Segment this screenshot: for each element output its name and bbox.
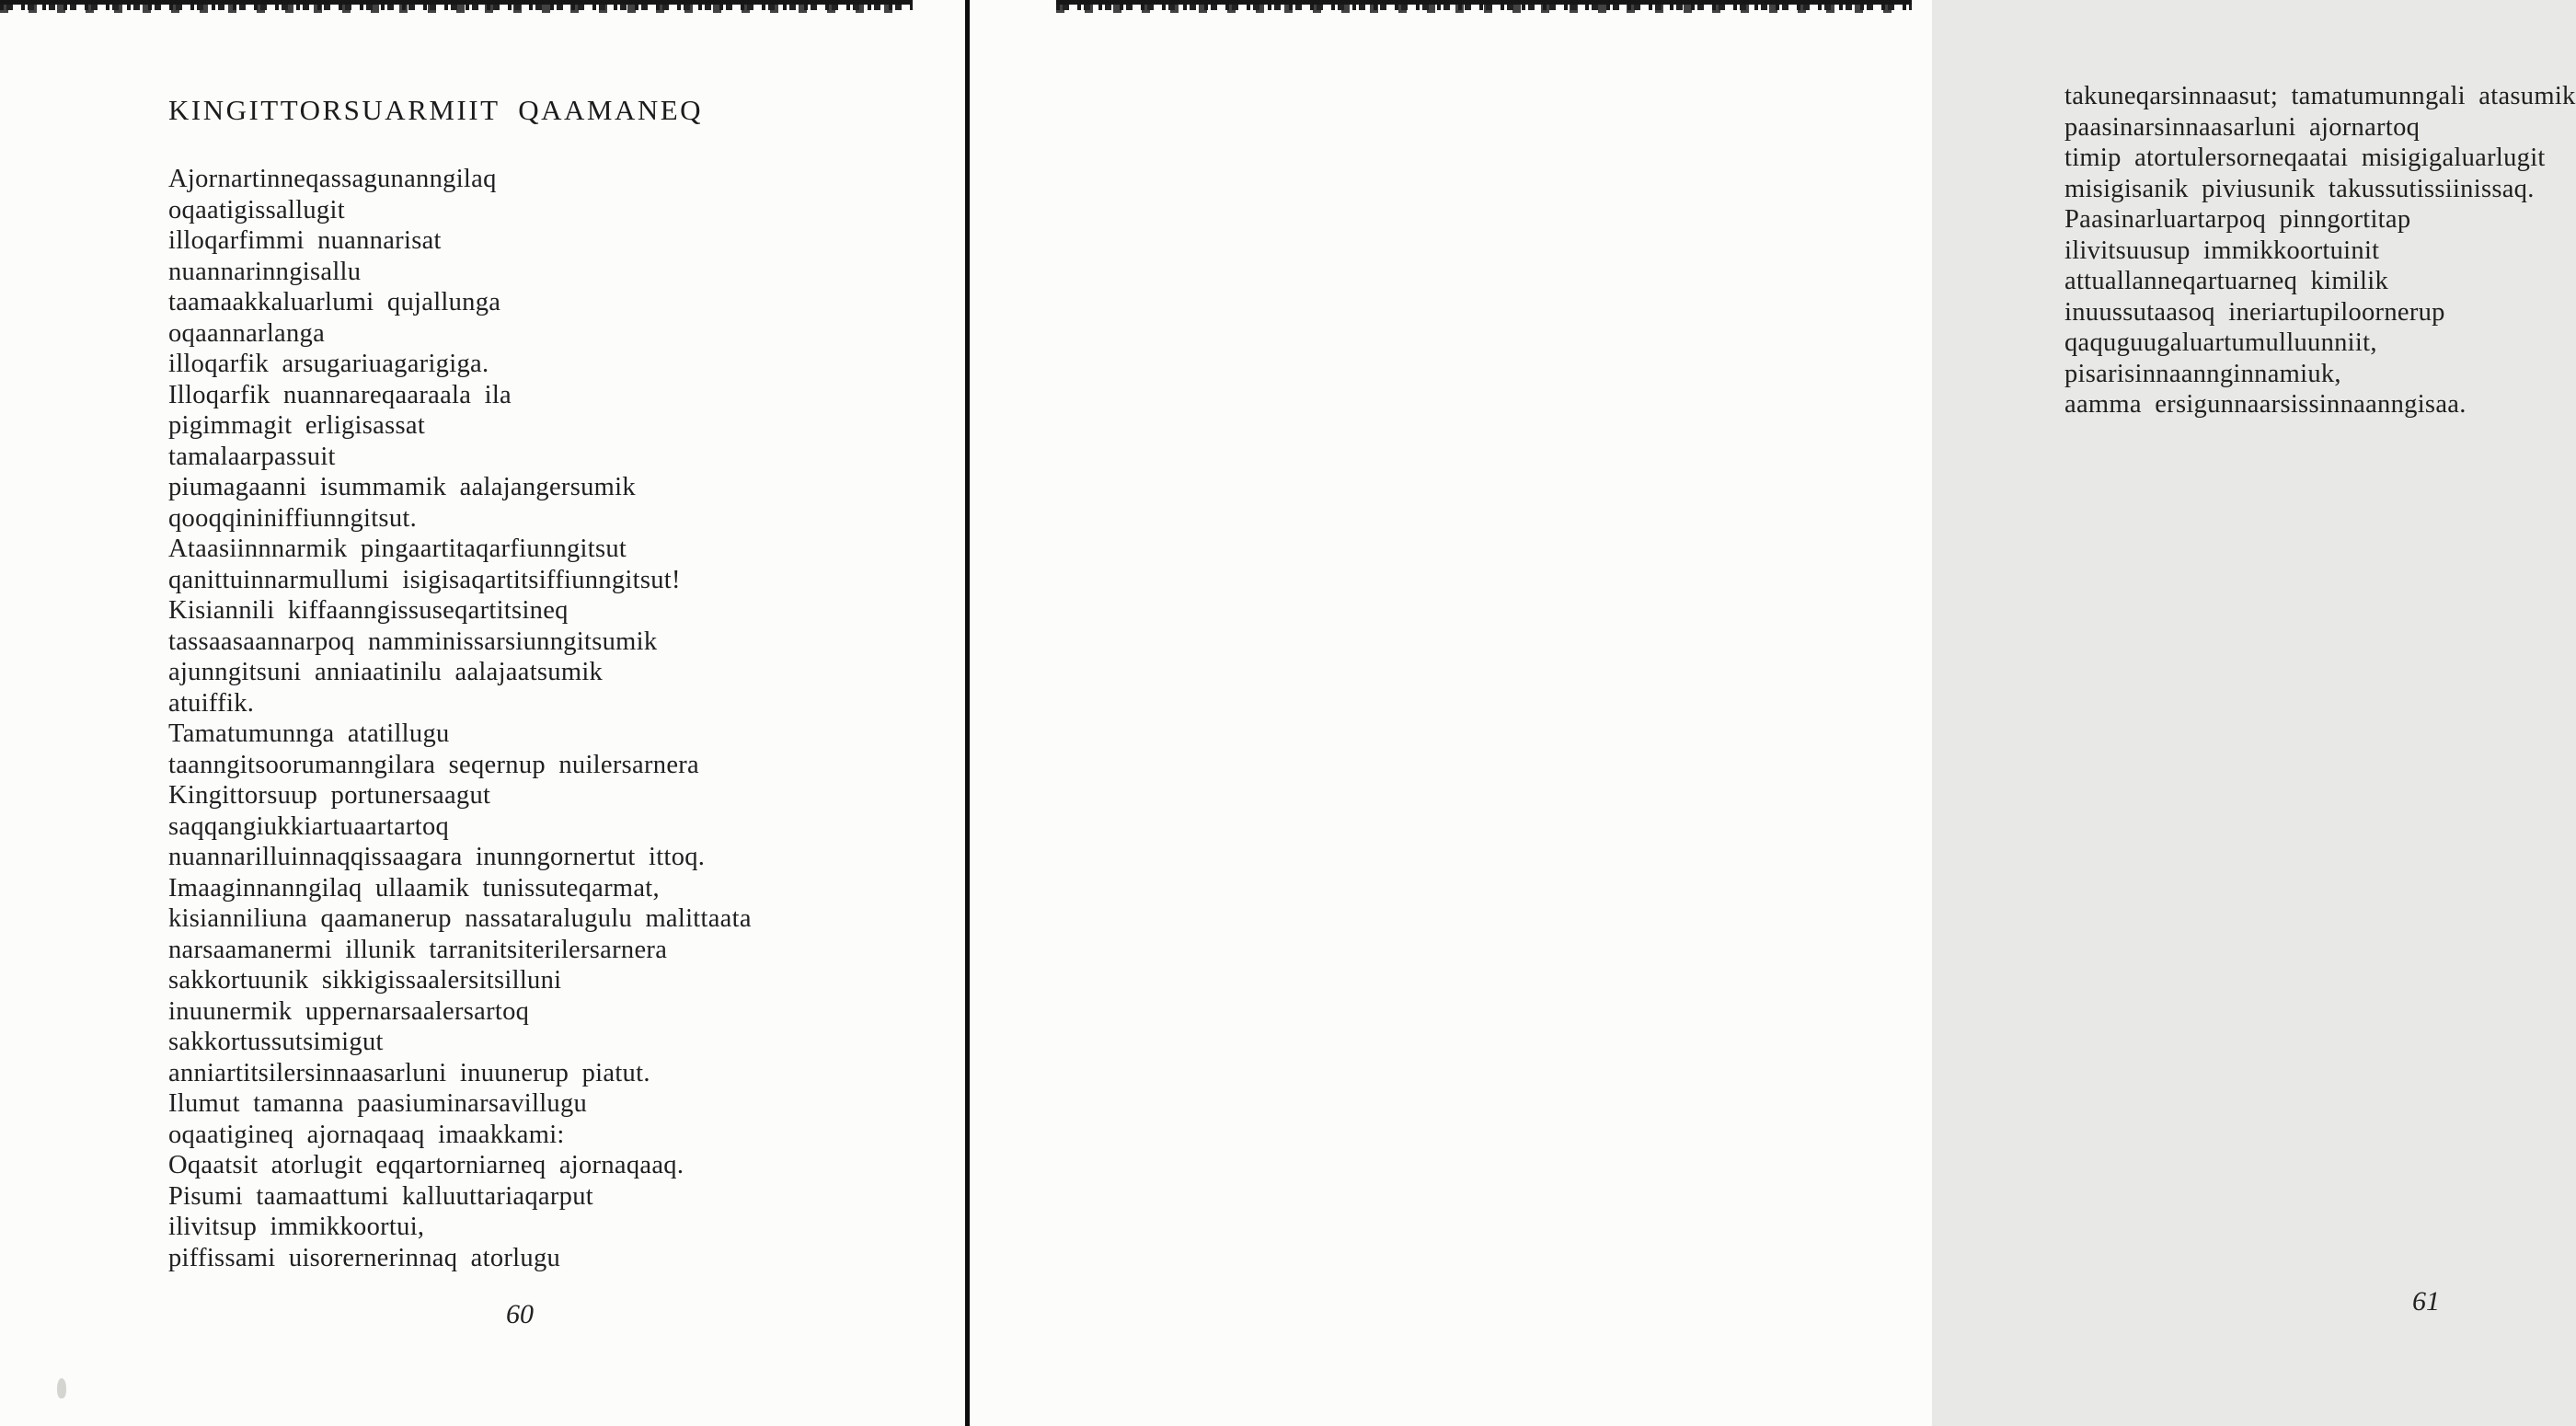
poem-line: qaquguugaluartumulluunniit, bbox=[2064, 328, 2377, 357]
poem-line: oqaatigineq ajornaqaaq imaakkami: bbox=[168, 1120, 565, 1149]
poem-line: sakkortuunik sikkigissaalersitsilluni bbox=[168, 966, 562, 995]
poem-line: ilivitsuusup immikkoortuinit bbox=[2064, 236, 2380, 265]
poem-line: Ataasiinnnarmik pingaartitaqarfiunngitsut bbox=[168, 535, 627, 563]
poem-line: Ilumut tamanna paasiuminarsavillugu bbox=[168, 1089, 588, 1118]
poem-line: qooqqininiffiunngitsut. bbox=[168, 503, 418, 533]
poem-line: Kisiannili kiffaanngissuseqartitsineq bbox=[168, 596, 569, 625]
poem-line: Ajornartinneqassagunanngilaq bbox=[168, 165, 497, 193]
poem-line: ilivitsup immikkoortui, bbox=[168, 1213, 425, 1241]
poem-line: narsaamanermi illunik tarranitsiterilersarnera bbox=[168, 935, 668, 964]
page-number: 61 bbox=[2412, 1286, 2440, 1317]
poem-line: pigimmagit erligisassat bbox=[168, 411, 426, 440]
poem-line: piumagaanni isummamik aalajangersumik bbox=[168, 473, 636, 501]
poem-line: Tamatumunnga atatillugu bbox=[168, 719, 450, 748]
poem-line: Illoqarfik nuannareqaaraala ila bbox=[168, 380, 512, 409]
poem-line: nuannarinngisallu bbox=[168, 257, 362, 286]
poem-line: pisarisinnaannginnamiuk, bbox=[2064, 359, 2341, 388]
poem-line: illoqarfimmi nuannarisat bbox=[168, 226, 442, 255]
poem-line: attuallanneqartuarneq kimilik bbox=[2064, 267, 2389, 295]
poem-line: Paasinarluartarpoq pinngortitap bbox=[2064, 205, 2411, 234]
poem-line: anniartitsilersinnaasarluni inuunerup piatut. bbox=[168, 1058, 650, 1087]
left-page bbox=[0, 0, 965, 1426]
poem-body-left bbox=[168, 164, 752, 1273]
poem-title: KINGITTORSUARMIIT QAAMANEQ bbox=[168, 94, 704, 126]
poem-line: taamaakkaluarlumi qujallunga bbox=[168, 288, 501, 316]
poem-line: piffissami uisorernerinnaq atorlugu bbox=[168, 1243, 561, 1272]
poem-line: kisianniliuna qaamanerup nassataralugulu malittaata bbox=[168, 904, 752, 933]
poem-line: misigisanik piviusunik takussutissiinissaq. bbox=[2064, 174, 2535, 203]
poem-line: oqaatigissallugit bbox=[168, 195, 345, 224]
poem-line: atuiffik. bbox=[168, 688, 255, 718]
poem-line: paasinarsinnaasarluni ajornartoq bbox=[2064, 112, 2421, 142]
poem-line: timip atortulersorneqaatai misigigaluarlugit bbox=[2064, 144, 2546, 172]
poem-line: Imaaginnanngilaq ullaamik tunissuteqarmat, bbox=[168, 873, 660, 903]
right-page bbox=[970, 0, 2576, 1426]
poem-line: Kingittorsuup portunersaagut bbox=[168, 781, 491, 810]
poem-line: inuunermik uppernarsaalersartoq bbox=[168, 996, 530, 1026]
poem-line: illoqarfik arsugariuagarigiga. bbox=[168, 350, 489, 378]
poem-line: saqqangiukkiartuaartartoq bbox=[168, 811, 450, 841]
page-number: 60 bbox=[506, 1299, 534, 1329]
poem-line: ajunngitsuni anniaatinilu aalajaatsumik bbox=[168, 658, 604, 686]
poem-line: oqaannarlanga bbox=[168, 318, 326, 348]
poem-body-right bbox=[2064, 81, 2576, 420]
poem-line: Pisumi taamaattumi kalluuttariaqarput bbox=[168, 1181, 593, 1211]
poem-line: aamma ersigunnaarsissinnaanngisaa. bbox=[2064, 390, 2467, 419]
poem-line: nuannarilluinnaqqissaagara inunngornertut ittoq. bbox=[168, 843, 706, 871]
poem-line: takuneqarsinnaasut; tamatumunngali atasumik bbox=[2064, 82, 2576, 110]
poem-line: qanittuinnarmullumi isigisaqartitsiffiunngitsut! bbox=[168, 565, 681, 594]
poem-line: Oqaatsit atorlugit eqqartorniarneq ajornaqaaq. bbox=[168, 1151, 684, 1179]
poem-line: tamalaarpassuit bbox=[168, 442, 336, 471]
poem-line: sakkortussutsimigut bbox=[168, 1028, 384, 1056]
poem-line: inuussutaasoq ineriartupiloornerup bbox=[2064, 297, 2445, 327]
poem-line: taanngitsoorumanngilara seqernup nuilersarnera bbox=[168, 750, 700, 779]
poem-line: tassaasaannarpoq namminissarsiunngitsumik bbox=[168, 627, 658, 656]
